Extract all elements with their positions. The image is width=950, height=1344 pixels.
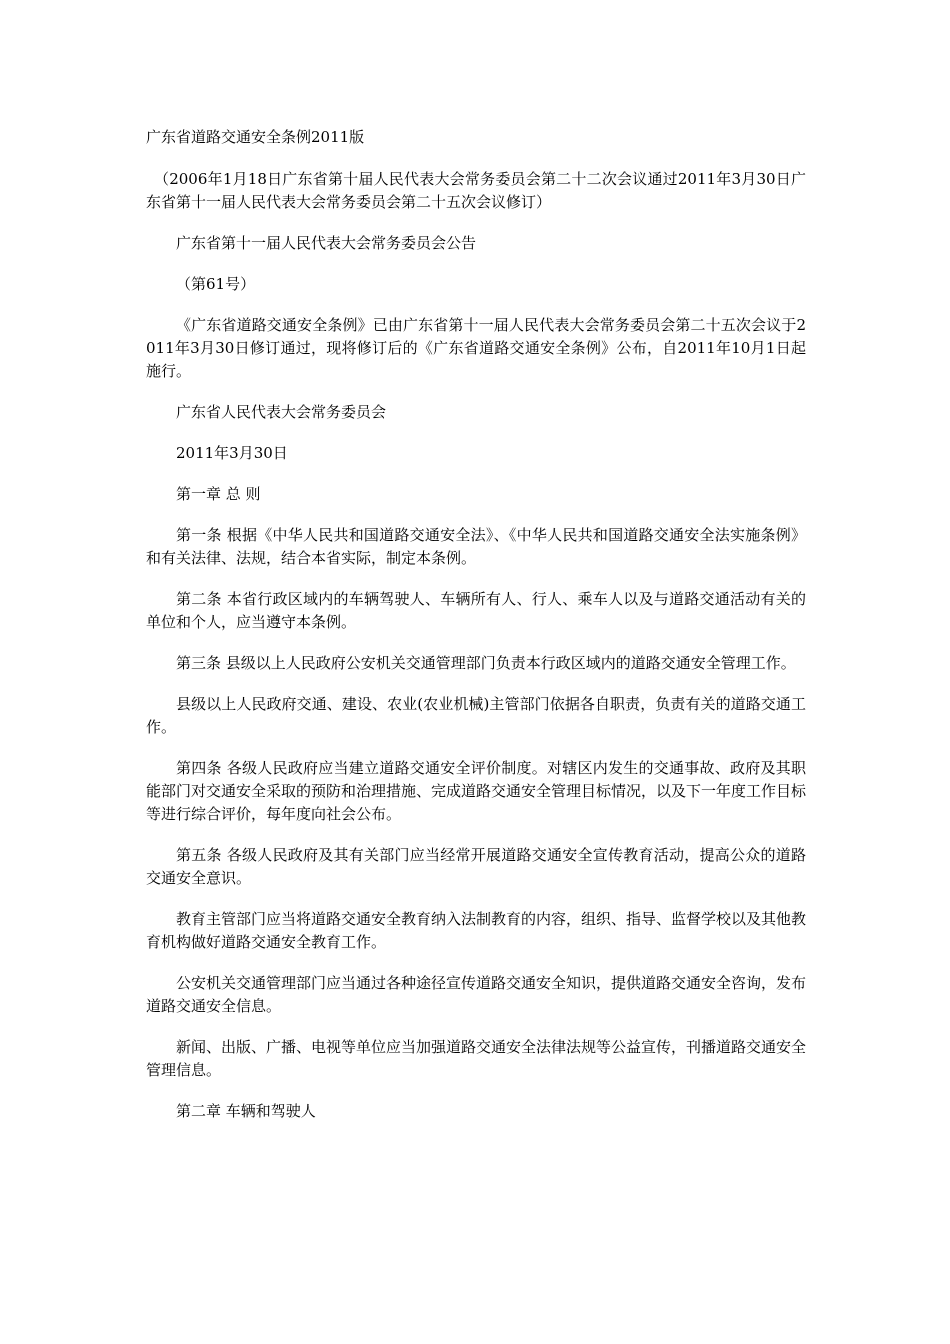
article-paragraph: 新闻、出版、广播、电视等单位应当加强道路交通安全法律法规等公益宣传，刊播道路交通安全管理信息。 xyxy=(146,1038,807,1079)
article-paragraph: 县级以上人民政府交通、建设、农业(农业机械)主管部门依据各自职责，负责有关的道路交通工作。 xyxy=(146,695,806,736)
issue-date: 2011年3月30日 xyxy=(176,444,288,462)
article-paragraph: 第二条 本省行政区域内的车辆驾驶人、车辆所有人、行人、乘车人以及与道路交通活动有关的单位和个人，应当遵守本条例。 xyxy=(146,590,806,631)
revision-note: （2006年1月18日广东省第十届人民代表大会常务委员会第二十二次会议通过2011年3月30日广东省第十一届人民代表大会常务委员会第二十五次会议修订） xyxy=(146,170,806,211)
article-paragraph: 教育主管部门应当将道路交通安全教育纳入法制教育的内容，组织、指导、监督学校以及其他教育机构做好道路交通安全教育工作。 xyxy=(146,910,807,951)
announcement-heading: 广东省第十一届人民代表大会常务委员会公告 xyxy=(176,234,477,252)
article-paragraph: 第三条 县级以上人民政府公安机关交通管理部门负责本行政区域内的道路交通安全管理工作。 xyxy=(176,654,796,672)
chapter-heading: 第一章 总 则 xyxy=(176,485,261,503)
issuing-authority: 广东省人民代表大会常务委员会 xyxy=(176,403,387,421)
article-paragraph: 公安机关交通管理部门应当通过各种途径宣传道路交通安全知识，提供道路交通安全咨询，发布道路交通安全信息。 xyxy=(146,974,807,1015)
chapter-heading: 第二章 车辆和驾驶人 xyxy=(176,1102,316,1120)
announcement-body: 《广东省道路交通安全条例》已由广东省第十一届人民代表大会常务委员会第二十五次会议于2011年3月30日修订通过，现将修订后的《广东省道路交通安全条例》公布，自2011年10月1日起施行。 xyxy=(146,316,806,380)
document-page xyxy=(146,126,806,1141)
article-paragraph: 第四条 各级人民政府应当建立道路交通安全评价制度。对辖区内发生的交通事故、政府及其职能部门对交通安全采取的预防和治理措施、完成道路交通安全管理目标情况，以及下一年度工作目标等进行综合评价，每年度向社会公布。 xyxy=(146,759,807,823)
article-paragraph: 第五条 各级人民政府及其有关部门应当经常开展道路交通安全宣传教育活动，提高公众的道路交通安全意识。 xyxy=(146,846,806,887)
announcement-number: （第61号） xyxy=(176,275,256,293)
document-title: 广东省道路交通安全条例2011版 xyxy=(146,128,365,146)
article-paragraph: 第一条 根据《中华人民共和国道路交通安全法》、《中华人民共和国道路交通安全法实施条例》和有关法律、法规，结合本省实际，制定本条例。 xyxy=(146,526,806,567)
